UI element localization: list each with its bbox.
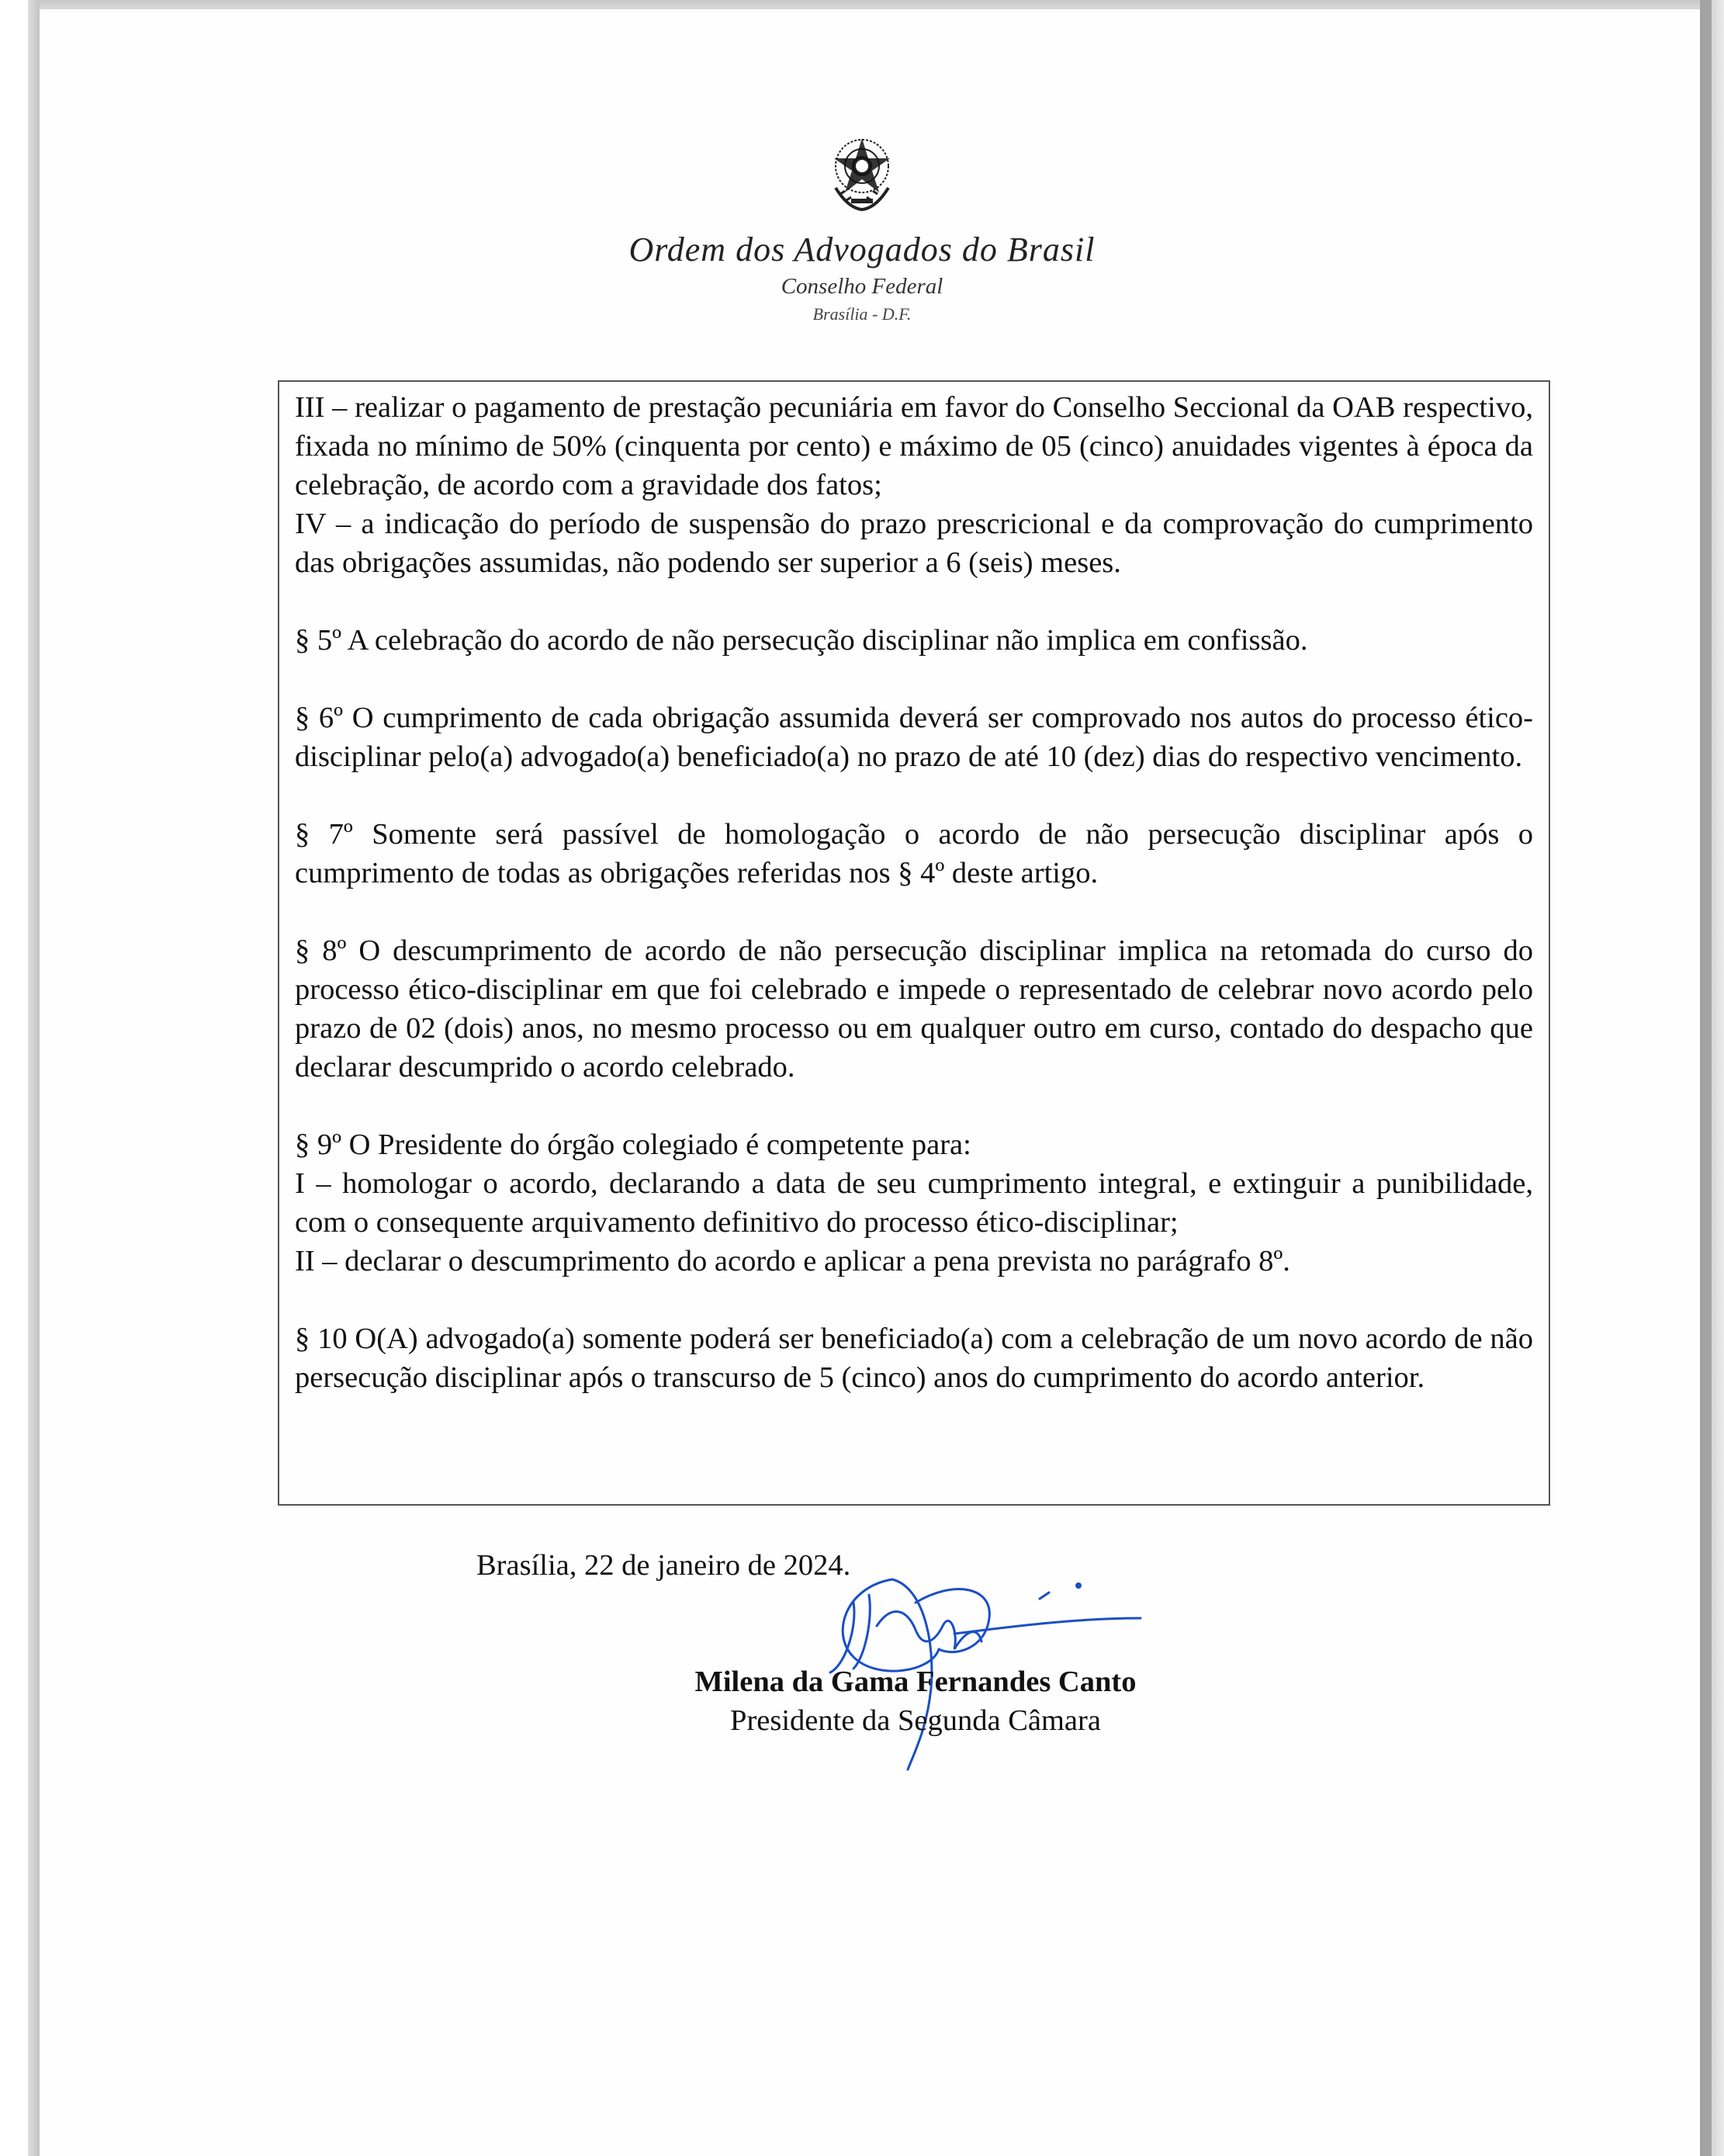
- viewer-frame-top: [28, 0, 1712, 9]
- council-name: Conselho Federal: [781, 274, 943, 299]
- paragraph-6: [295, 698, 1533, 776]
- city-name: Brasília - D.F.: [812, 304, 912, 324]
- coat-of-arms-icon: [825, 132, 899, 213]
- org-name: Ordem dos Advogados do Brasil: [628, 231, 1096, 269]
- article-text-box: [278, 380, 1550, 1506]
- letterhead: [0, 132, 1724, 324]
- signer-name: Milena da Gama Fernandes Canto: [694, 1666, 1137, 1698]
- paragraph-9: [295, 1125, 1533, 1281]
- paragraph-5: [295, 621, 1533, 660]
- paragraph-9-heading: § 9º O Presidente do órgão colegiado é competente para:: [295, 1128, 971, 1161]
- paragraph-7: [295, 815, 1533, 893]
- paragraph-5-text: § 5º A celebração do acordo de não persecução disciplinar não implica em confissão.: [295, 624, 1308, 657]
- paragraph-7-text: § 7º Somente será passível de homologação o acordo de não persecução disciplinar após o cumprimento de todas as obrigações referidas nos § 4º deste artigo.: [295, 818, 1533, 889]
- signing-date: Brasília, 22 de janeiro de 2024.: [476, 1549, 851, 1582]
- signer-role: Presidente da Segunda Câmara: [730, 1704, 1101, 1737]
- paragraph-9-item-ii: II – declarar o descumprimento do acordo e aplicar a pena prevista no parágrafo 8º.: [295, 1245, 1290, 1277]
- paragraph-items-iii-iv: [295, 388, 1533, 582]
- paragraph-10: [295, 1319, 1533, 1397]
- signer-block: [481, 1662, 1350, 1740]
- paragraph-8: [295, 931, 1533, 1087]
- paragraph-8-text: § 8º O descumprimento de acordo de não persecução disciplinar implica na retomada do curso do processo ético-disciplinar em que foi celebrado e impede o representado de celebrar novo acordo pelo prazo de 02 (dois) anos, no mesmo processo ou em qualquer outro em curso, contado do despacho que declarar descumprido o acordo celebrado.: [295, 934, 1533, 1083]
- paragraph-10-text: § 10 O(A) advogado(a) somente poderá ser beneficiado(a) com a celebração de um novo acordo de não persecução disciplinar após o transcurso de 5 (cinco) anos do cumprimento do acordo anterior.: [295, 1322, 1533, 1394]
- paragraph-6-text: § 6º O cumprimento de cada obrigação assumida deverá ser comprovado nos autos do processo ético-disciplinar pelo(a) advogado(a) beneficiado(a) no prazo de até 10 (dez) dias do respectivo vencimento.: [295, 702, 1533, 773]
- item-iv: IV – a indicação do período de suspensão do prazo prescricional e da comprovação do cumprimento das obrigações assumidas, não podendo ser superior a 6 (seis) meses.: [295, 508, 1533, 579]
- paragraph-9-item-i: I – homologar o acordo, declarando a data de seu cumprimento integral, e extinguir a punibilidade, com o consequente arquivamento definitivo do processo ético-disciplinar;: [295, 1167, 1533, 1239]
- item-iii: III – realizar o pagamento de prestação pecuniária em favor do Conselho Seccional da OAB respectivo, fixada no mínimo de 50% (cinquenta por cento) e máximo de 05 (cinco) anuidades vigentes à época da celebração, de acordo com a gravidade dos fatos;: [295, 391, 1533, 501]
